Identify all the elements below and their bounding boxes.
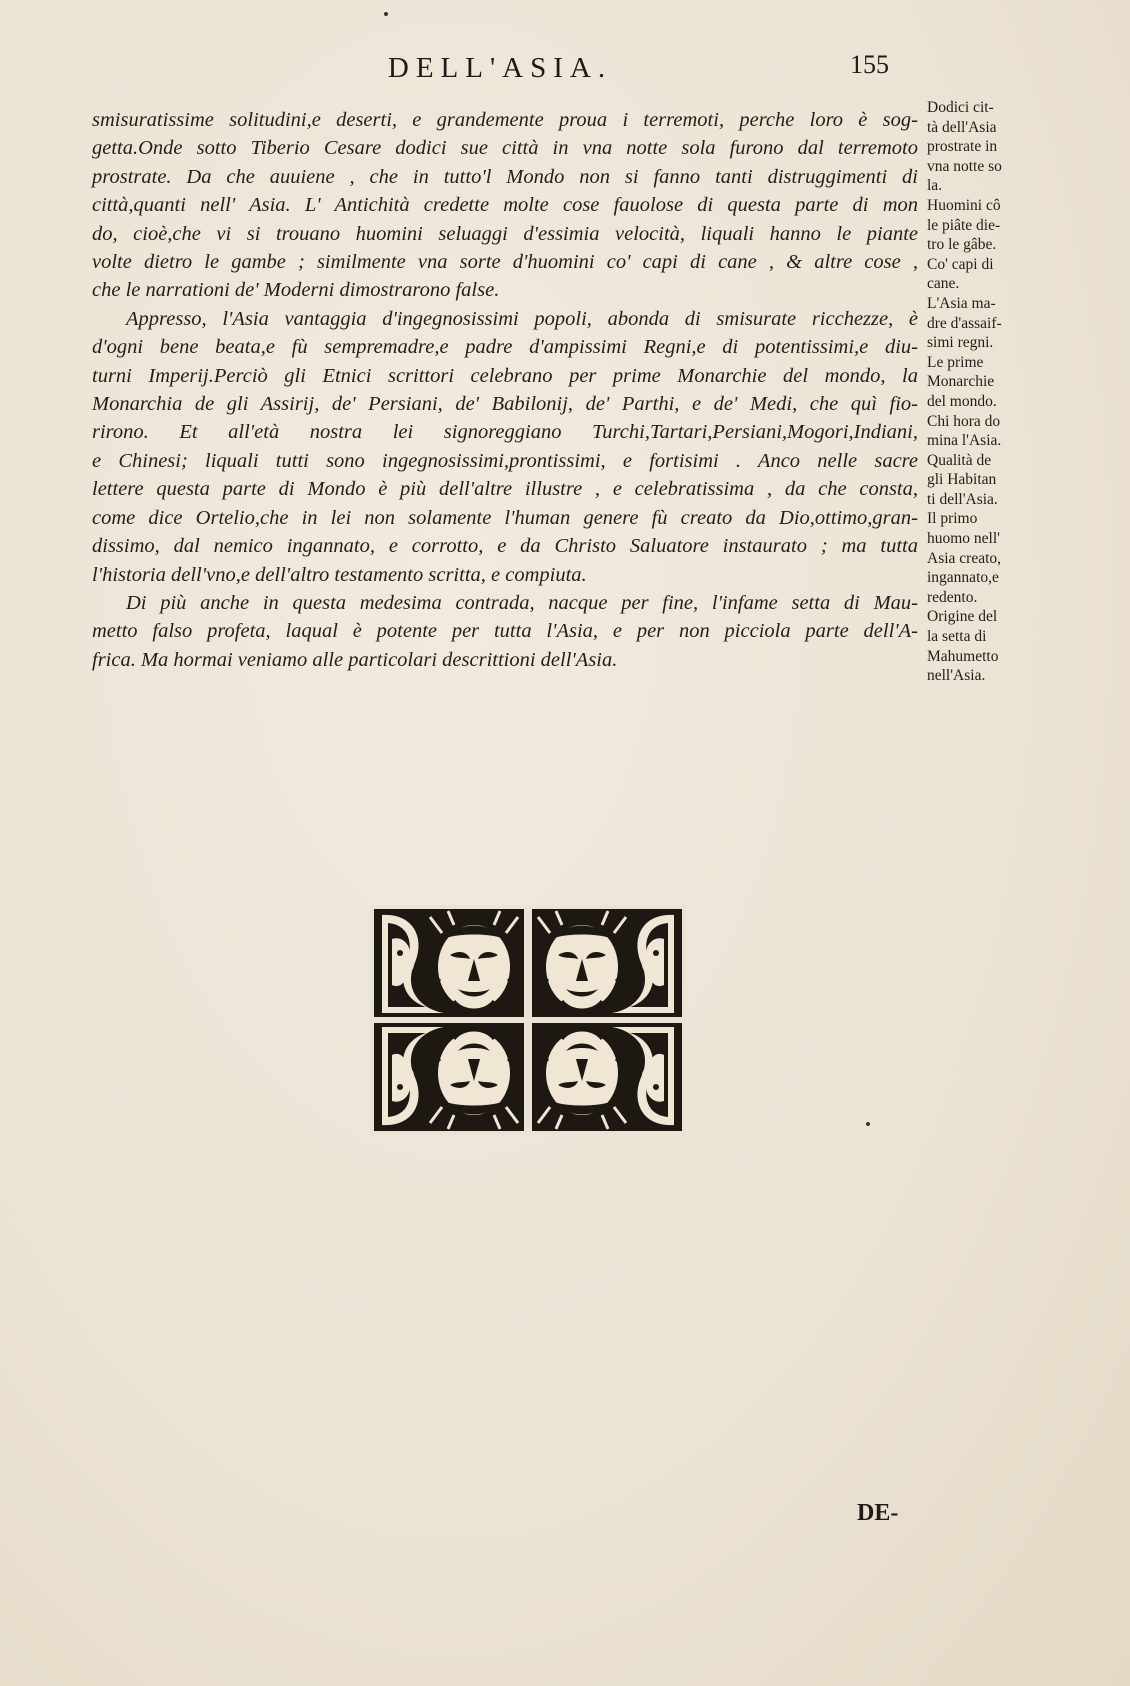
margin-note-line: dre d'assaif-: [927, 314, 1002, 332]
text-line: frica. Ma hormai veniamo alle particolari descrittioni dell'Asia.: [92, 648, 618, 671]
margin-note-line: Origine del: [927, 608, 998, 626]
margin-note-line: Co' capi di: [927, 255, 994, 273]
margin-note-line: Il primo: [927, 510, 978, 528]
margin-note-line: le piâte die-: [927, 216, 1001, 234]
margin-note-line: ingannato,e: [927, 569, 999, 587]
margin-note-line: Mahumetto: [927, 647, 999, 665]
margin-note-line: Huomini cô: [927, 196, 1001, 214]
margin-note-line: Asia creato,: [927, 549, 1002, 567]
text-line: città,quanti nell' Asia. L' Antichità credette molte cose fauolose di questa parte di mon: [92, 194, 918, 217]
margin-note-line: la setta di: [927, 628, 987, 646]
woodcut-ornament: [370, 905, 686, 1135]
text-line: metto falso profeta, laqual è potente per tutta l'Asia, e per non picciola parte dell'A-: [92, 620, 918, 643]
running-title: DELL'ASIA.: [387, 52, 613, 84]
text-line: dissimo, dal nemico ingannato, e corrotto, e da Christo Saluatore instaurato ; ma tutta: [92, 535, 918, 558]
margin-note-line: del mondo.: [927, 392, 997, 410]
margin-note-line: mina l'Asia.: [927, 432, 1002, 450]
margin-note-line: la.: [927, 177, 943, 195]
margin-note-line: tro le gâbe.: [927, 236, 997, 254]
text-line: Appresso, l'Asia vantaggia d'ingegnosissimi popoli, abonda di smisurate ricchezze, è: [126, 307, 918, 330]
text-line: d'ogni bene beata,e fù sempremadre,e padre d'ampissimi Regni,e di potentissimi,e diu-: [92, 336, 918, 359]
text-line: come dice Ortelio,che in lei non solamente l'human genere fù creato da Dio,ottimo,gran-: [92, 506, 918, 529]
paragraph-2: [92, 305, 918, 589]
text-line: e Chinesi; liquali tutti sono ingegnosissimi,prontissimi, e fortisimi . Anco nelle sacre: [92, 449, 918, 472]
margin-note-line: cane.: [927, 275, 960, 293]
margin-note-line: Le prime: [927, 353, 984, 371]
text-line: smisuratissime solitudini,e deserti, e grandemente proua i terremoti, perche loro è sog-: [92, 109, 918, 131]
text-line: do, cioè,che vi si trouano huomini seluaggi d'essimia velocità, liquali hanno le piante: [92, 222, 918, 245]
margin-note-line: prostrate in: [927, 138, 998, 156]
ink-speck: [866, 1122, 870, 1126]
text-line: l'historia dell'vno,e dell'altro testamento scritta, e compiuta.: [92, 563, 587, 586]
margin-note-line: redento.: [927, 588, 978, 606]
margin-note-line: gli Habitan: [927, 471, 997, 489]
margin-note-line: Qualità de: [927, 451, 992, 469]
text-line: che le narrationi de' Moderni dimostrarono false.: [92, 279, 500, 302]
text-line: prostrate. Da che auuiene , che in tutto'l Mondo non si fanno tanti distruggimenti di: [92, 165, 918, 188]
text-line: Monarchia de gli Assirij, de' Persiani, de' Babilonij, de' Parthi, e de' Medi, che quì fio-: [92, 393, 918, 416]
margin-note-line: ti dell'Asia.: [927, 490, 998, 508]
text-line: lettere questa parte di Mondo è più dell'altre illustre , e celebratissima , da che consta,: [92, 478, 918, 501]
margin-note-line: nell'Asia.: [927, 667, 986, 685]
text-line: volte dietro le gambe ; similmente vna sorte d'huomini co' capi di cane , & altre cose ,: [92, 251, 918, 274]
page-number: 155: [850, 50, 889, 79]
catchword: DE-: [857, 1500, 899, 1526]
paragraph-3: [92, 589, 918, 674]
margin-note-line: L'Asia ma-: [927, 294, 996, 312]
margin-note-line: vna notte so: [927, 157, 1002, 175]
margin-note-line: tà dell'Asia: [927, 118, 997, 136]
margin-note-line: huomo nell': [927, 530, 1000, 548]
text-line: Di più anche in questa medesima contrada, nacque per fine, l'infame setta di Mau-: [126, 591, 918, 614]
margin-note-line: Chi hora do: [927, 412, 1001, 430]
margin-note-line: Monarchie: [927, 373, 995, 391]
text-line: getta.Onde sotto Tiberio Cesare dodici sue città in vna notte sola furono dal terremoto: [92, 137, 918, 160]
text-line: turni Imperij.Perciò gli Etnici scrittori celebrano per prime Monarchie del mondo, la: [92, 364, 918, 387]
margin-note-line: simi regni.: [927, 334, 994, 352]
text-line: rirono. Et all'età nostra lei signoreggiano Turchi,Tartari,Persiani,Mogori,Indiani,: [92, 421, 918, 444]
main-text-block: [92, 106, 918, 674]
margin-note-line: Dodici cit-: [927, 99, 994, 116]
paragraph-1: [92, 106, 918, 305]
marginal-notes: [927, 98, 1057, 686]
ink-speck: [384, 12, 388, 16]
